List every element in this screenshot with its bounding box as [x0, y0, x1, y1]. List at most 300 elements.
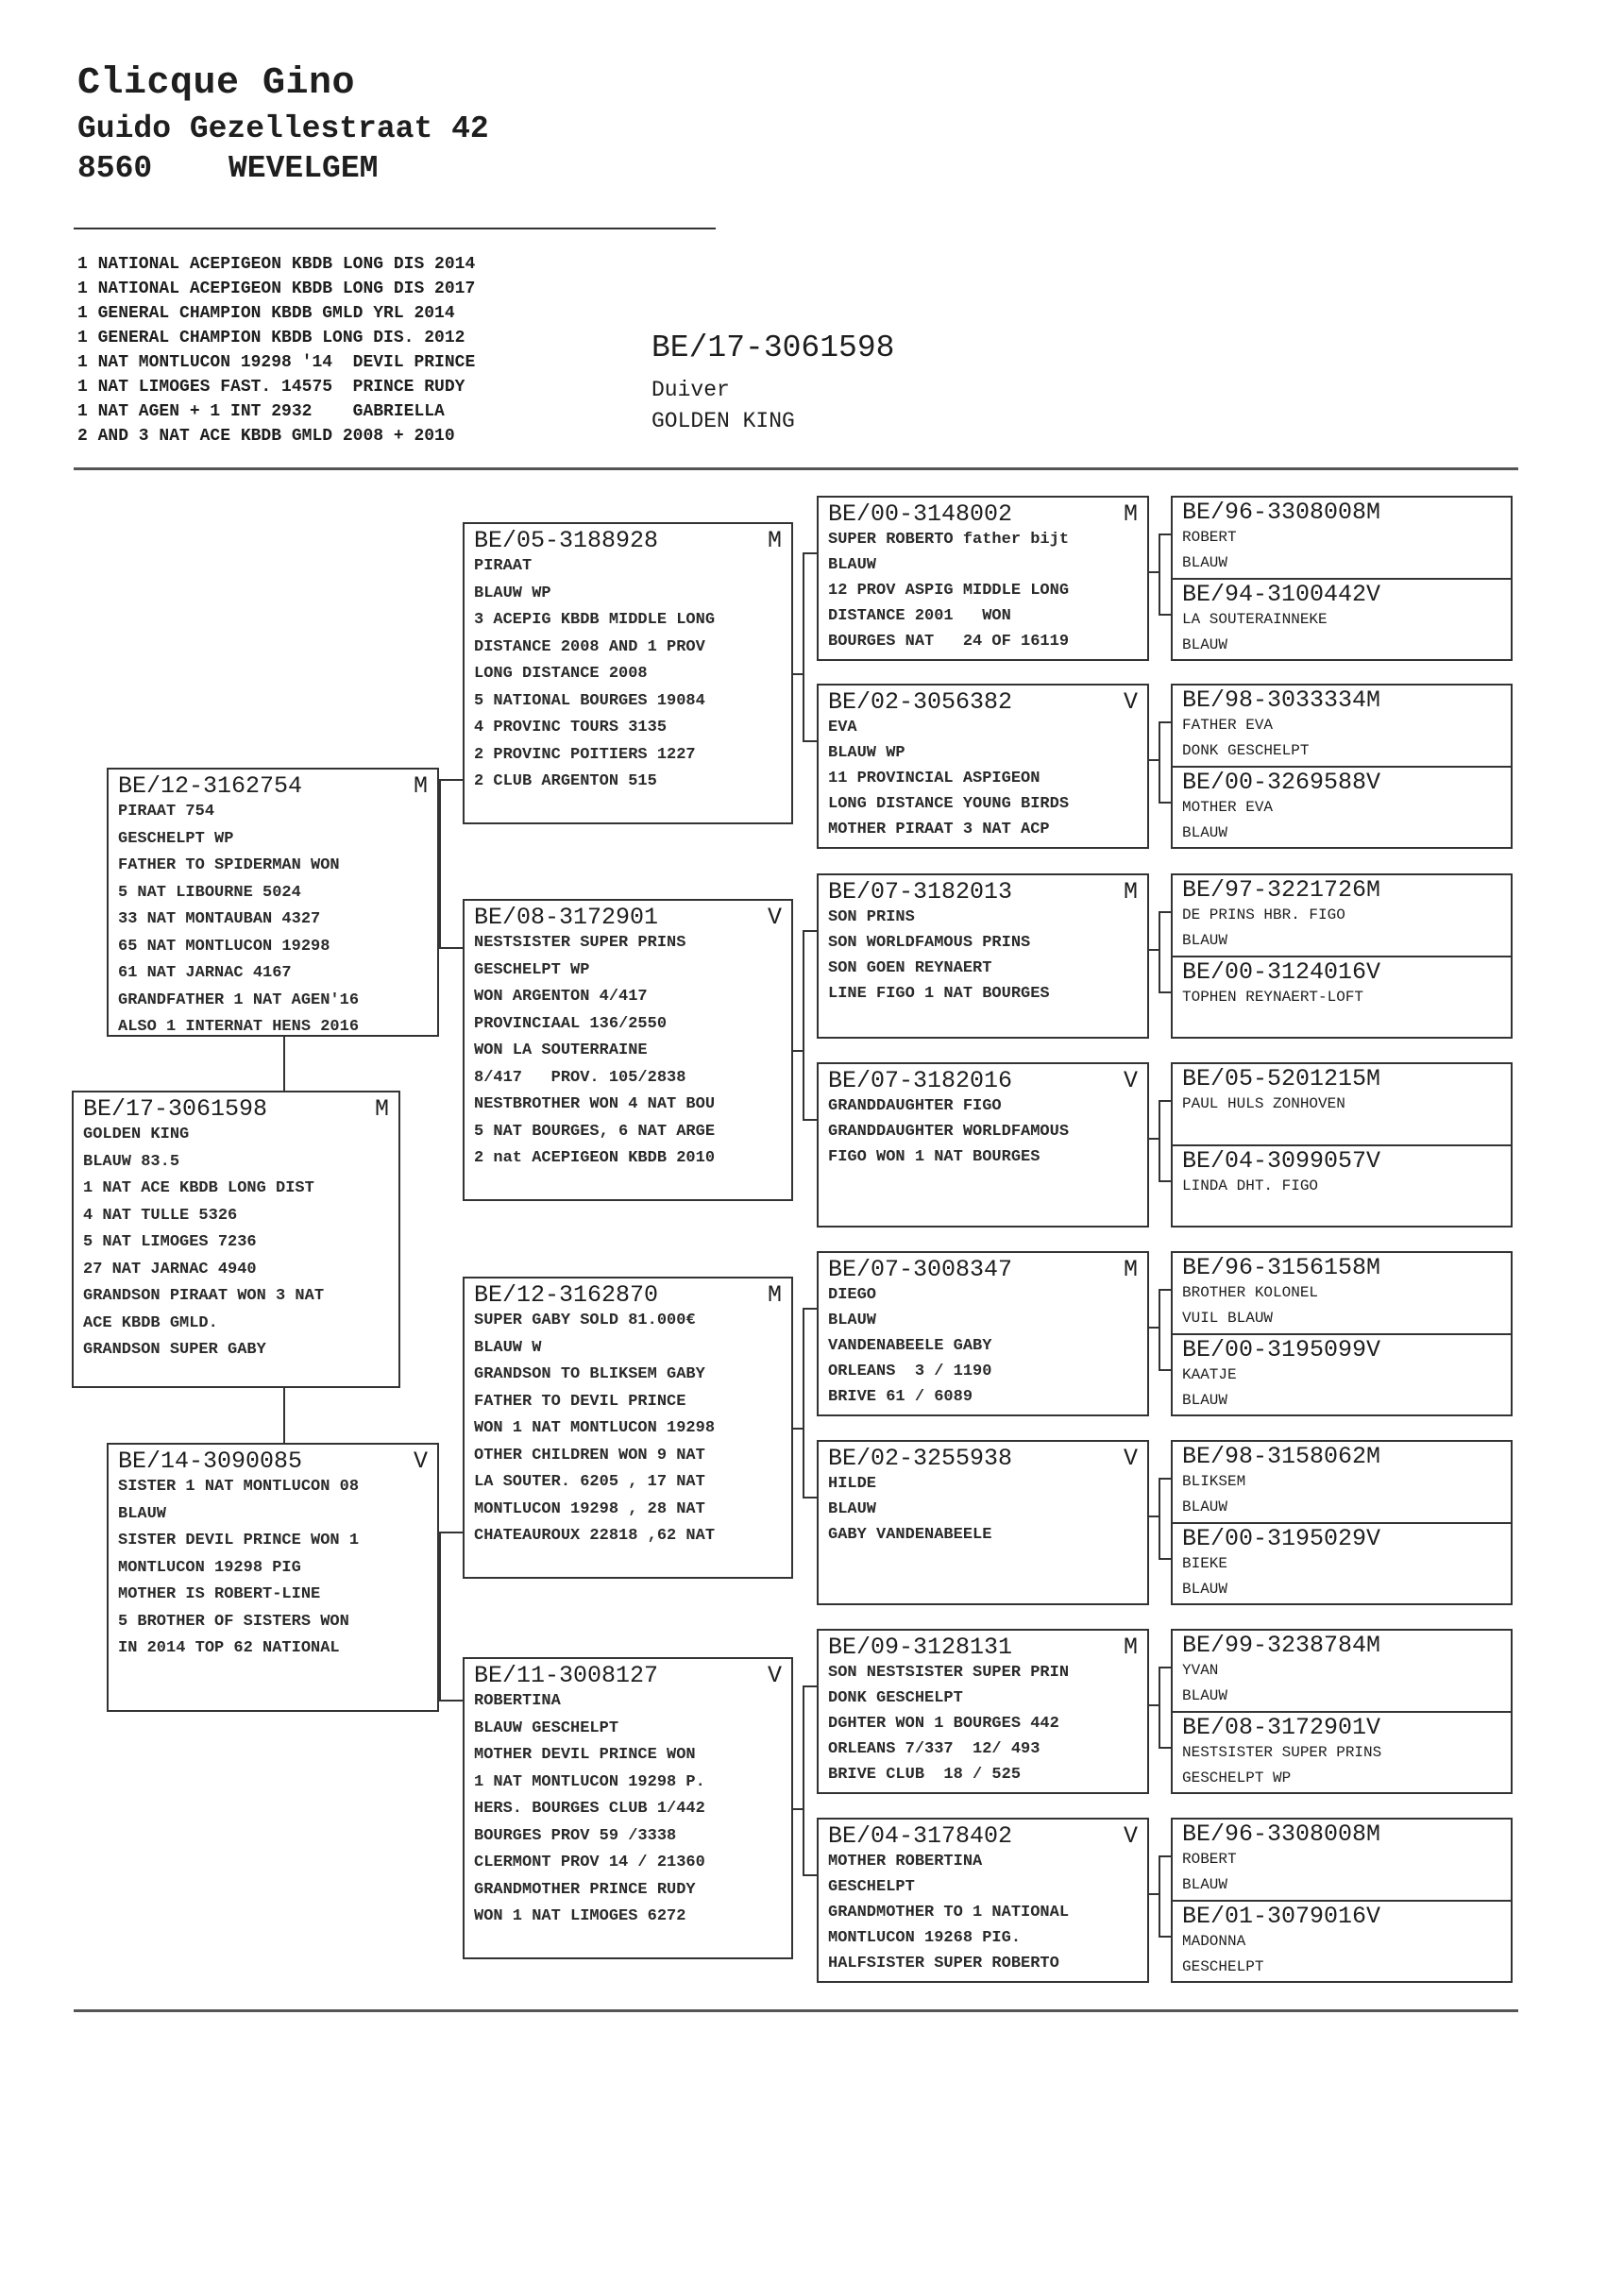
- sex-marker: M: [1366, 876, 1381, 904]
- sex-marker: M: [1123, 1256, 1138, 1283]
- info-line: CHATEAUROUX 22818 ,62 NAT: [474, 1527, 716, 1545]
- footer-divider: [74, 2009, 1518, 2012]
- connector-line: [1149, 571, 1159, 573]
- info-line: OTHER CHILDREN WON 9 NAT: [474, 1446, 705, 1465]
- ring-number: BE/05-5201215: [1182, 1065, 1367, 1092]
- ring-header: [474, 528, 782, 553]
- connector-line: [1159, 911, 1160, 992]
- connector-line: [1149, 759, 1159, 761]
- info-line: MOTHER EVA: [1182, 799, 1274, 816]
- pigeon-card-pair: [1171, 1251, 1513, 1416]
- connector-line: [1159, 533, 1171, 535]
- pigeon-card-dam: [107, 1443, 439, 1712]
- info-line: ROBERT: [1182, 529, 1237, 546]
- info-line: GESCHELPT: [828, 1878, 915, 1896]
- connector-line: [793, 1050, 803, 1052]
- pigeon-card-great-grandparent gg: [817, 1818, 1149, 1983]
- connector-line: [1149, 1138, 1159, 1140]
- pigeon-card-self: [72, 1091, 400, 1388]
- pigeon-card-great-great-grandparent: [1173, 1522, 1511, 1603]
- info-line: GRANDDAUGHTER WORLDFAMOUS: [828, 1123, 1070, 1141]
- ring-header: [828, 1634, 1138, 1660]
- connector-line: [803, 1308, 817, 1310]
- info-line: LONG DISTANCE 2008: [474, 665, 648, 683]
- sex-marker: M: [1366, 1820, 1381, 1848]
- connector-line: [1159, 1369, 1171, 1371]
- connector-line: [439, 1532, 441, 1702]
- info-line: 11 PROVINCIAL ASPIGEON: [828, 770, 1040, 787]
- info-line: 1 NAT MONTLUCON 19298 P.: [474, 1772, 705, 1791]
- ring-number: BE/09-3128131: [828, 1634, 1013, 1661]
- sex-marker: M: [1366, 1065, 1381, 1092]
- ring-number: BE/02-3255938: [828, 1445, 1013, 1472]
- info-line: DISTANCE 2008 AND 1 PROV: [474, 637, 705, 656]
- connector-line: [1159, 1936, 1171, 1938]
- info-line: GESCHELPT: [1182, 1958, 1264, 1975]
- connector-line: [1159, 911, 1171, 913]
- ring-header: [1182, 770, 1501, 795]
- ring-number: BE/97-3221726: [1182, 876, 1367, 904]
- sex-marker: M: [767, 1281, 782, 1309]
- info-line: MONTLUCON 19298 , 28 NAT: [474, 1499, 705, 1518]
- ring-number: BE/00-3195099: [1182, 1336, 1367, 1363]
- info-line: BLAUW W: [474, 1338, 542, 1357]
- info-line: MONTLUCON 19268 PIG.: [828, 1929, 1022, 1947]
- connector-line: [1149, 1893, 1159, 1895]
- ring-number: BE/98-3033334: [1182, 686, 1367, 714]
- info-line: BLAUW: [1182, 1581, 1228, 1598]
- info-line: 5 NAT LIMOGES 7236: [83, 1233, 257, 1251]
- connector-line: [1149, 1704, 1159, 1706]
- info-line: BLAUW: [118, 1504, 167, 1523]
- sex-marker: M: [1366, 686, 1381, 714]
- connector-line: [439, 779, 441, 949]
- info-line: DISTANCE 2001 WON: [828, 607, 1011, 625]
- pigeon-card-great-great-grandparent: [1173, 1253, 1511, 1333]
- ring-header: [1182, 1633, 1501, 1658]
- info-line: BLAUW: [1182, 932, 1228, 949]
- info-line: ACE KBDB GMLD.: [83, 1313, 218, 1332]
- connector-line: [1159, 1478, 1160, 1559]
- info-line: MOTHER IS ROBERT-LINE: [118, 1585, 321, 1603]
- info-line: GESCHELPT WP: [1182, 1769, 1292, 1786]
- info-line: 3 ACEPIG KBDB MIDDLE LONG: [474, 611, 716, 629]
- ring-number: BE/02-3056382: [828, 688, 1013, 716]
- award-item: 1 NAT MONTLUCON 19298 '14 DEVIL PRINCE: [77, 353, 476, 372]
- info-line: MOTHER DEVIL PRINCE WON: [474, 1746, 696, 1764]
- pigeon-card-pair: [1171, 1818, 1513, 1983]
- info-line: 61 NAT JARNAC 4167: [118, 964, 292, 982]
- info-line: BLAUW: [828, 1500, 877, 1518]
- info-line: 1 NAT ACE KBDB LONG DIST: [83, 1179, 314, 1197]
- ring-number: BE/08-3172901: [1182, 1714, 1367, 1741]
- connector-line: [283, 1037, 285, 1092]
- info-line: KAATJE: [1182, 1366, 1237, 1383]
- info-line: 2 CLUB ARGENTON 515: [474, 772, 657, 790]
- award-item: 1 NATIONAL ACEPIGEON KBDB LONG DIS 2014: [77, 255, 476, 274]
- ring-number: BE/11-3008127: [474, 1662, 659, 1689]
- info-line: VUIL BLAUW: [1182, 1310, 1274, 1327]
- connector-line: [1159, 1855, 1171, 1857]
- info-line: BIEKE: [1182, 1555, 1228, 1572]
- info-line: IN 2014 TOP 62 NATIONAL: [118, 1639, 340, 1657]
- info-line: 8/417 PROV. 105/2838: [474, 1068, 686, 1087]
- award-item: 2 AND 3 NAT ACE KBDB GMLD 2008 + 2010: [77, 427, 455, 446]
- info-line: ORLEANS 3 / 1190: [828, 1363, 992, 1380]
- connector-line: [1149, 1327, 1159, 1329]
- section-divider: [74, 467, 1518, 470]
- info-line: LINE FIGO 1 NAT BOURGES: [828, 985, 1050, 1003]
- pigeon-card-pair: [1171, 1062, 1513, 1228]
- info-line: ROBERTINA: [474, 1692, 561, 1710]
- info-line: FATHER TO DEVIL PRINCE: [474, 1392, 686, 1411]
- info-line: DGHTER WON 1 BOURGES 442: [828, 1715, 1059, 1733]
- ring-header: [1182, 1255, 1501, 1280]
- connector-line: [1159, 1478, 1171, 1480]
- pigeon-card-great-great-grandparent: [1173, 1442, 1511, 1522]
- ring-header: [474, 905, 782, 930]
- connector-line: [1159, 1558, 1171, 1560]
- pigeon-card-great-grandparent gg: [817, 496, 1149, 661]
- owner-city: WEVELGEM: [228, 151, 379, 186]
- ring-header: [828, 879, 1138, 905]
- ring-header: [1182, 1821, 1501, 1847]
- sex-marker: M: [1366, 1632, 1381, 1659]
- info-line: WON 1 NAT LIMOGES 6272: [474, 1907, 686, 1925]
- info-line: 4 PROVINC TOURS 3135: [474, 719, 668, 737]
- pigeon-card-grandparent: [463, 1277, 793, 1579]
- info-line: BRIVE 61 / 6089: [828, 1388, 973, 1406]
- info-line: GRANDSON TO BLIKSEM GABY: [474, 1365, 705, 1383]
- ring-header: [1182, 877, 1501, 903]
- info-line: BLAUW: [1182, 1876, 1228, 1893]
- subject-name: GOLDEN KING: [651, 409, 795, 433]
- connector-line: [803, 1119, 817, 1121]
- info-line: MADONNA: [1182, 1933, 1246, 1950]
- info-line: BLAUW: [1182, 636, 1228, 653]
- info-line: CLERMONT PROV 14 / 21360: [474, 1854, 705, 1871]
- pigeon-card-great-great-grandparent: [1173, 1820, 1511, 1900]
- info-line: EVA: [828, 719, 857, 737]
- ring-number: BE/08-3172901: [474, 904, 659, 931]
- info-line: 5 BROTHER OF SISTERS WON: [118, 1612, 349, 1631]
- sex-marker: V: [1123, 1445, 1138, 1472]
- ring-number: BE/12-3162754: [118, 772, 303, 800]
- info-line: 2 nat ACEPIGEON KBDB 2010: [474, 1149, 716, 1167]
- ring-number: BE/00-3269588: [1182, 769, 1367, 796]
- award-item: 1 NAT LIMOGES FAST. 14575 PRINCE RUDY: [77, 378, 465, 397]
- info-line: SON WORLDFAMOUS PRINS: [828, 934, 1031, 952]
- info-line: GESCHELPT WP: [474, 960, 590, 979]
- connector-line: [1159, 721, 1160, 803]
- owner-address-city: [77, 151, 378, 186]
- info-line: GRANDMOTHER TO 1 NATIONAL: [828, 1904, 1070, 1922]
- info-line: FIGO WON 1 NAT BOURGES: [828, 1148, 1040, 1166]
- ring-header: [828, 1446, 1138, 1471]
- ring-header: [828, 1257, 1138, 1282]
- ring-header: [1182, 1066, 1501, 1092]
- ring-number: BE/01-3079016: [1182, 1903, 1367, 1930]
- info-line: GRANDSON PIRAAT WON 3 NAT: [83, 1287, 325, 1305]
- info-line: GOLDEN KING: [83, 1126, 190, 1143]
- owner-name: Clicque Gino: [77, 62, 356, 105]
- sex-marker: M: [1366, 1254, 1381, 1281]
- info-line: YVAN: [1182, 1662, 1219, 1679]
- info-line: 5 NAT LIBOURNE 5024: [118, 883, 301, 902]
- info-line: SON GOEN REYNAERT: [828, 959, 992, 977]
- ring-header: [1182, 959, 1501, 985]
- ring-header: [1182, 582, 1501, 607]
- info-line: 5 NAT BOURGES, 6 NAT ARGE: [474, 1122, 716, 1141]
- info-line: FATHER EVA: [1182, 717, 1274, 734]
- award-item: 1 GENERAL CHAMPION KBDB GMLD YRL 2014: [77, 304, 455, 323]
- sex-marker: V: [767, 904, 782, 931]
- ring-header: [828, 689, 1138, 715]
- info-line: BLAUW WP: [474, 584, 551, 602]
- connector-line: [1159, 1180, 1171, 1182]
- sex-marker: M: [374, 1095, 389, 1123]
- sex-marker: V: [413, 1448, 428, 1475]
- info-line: PAUL HULS ZONHOVEN: [1182, 1095, 1345, 1112]
- info-line: GRANDFATHER 1 NAT AGEN'16: [118, 991, 360, 1009]
- connector-line: [803, 740, 817, 742]
- ring-header: [1182, 1715, 1501, 1740]
- ring-number: BE/00-3124016: [1182, 958, 1367, 986]
- info-line: BOURGES NAT 24 OF 16119: [828, 633, 1070, 651]
- owner-street: Guido Gezellestraat 42: [77, 111, 489, 146]
- info-line: BLAUW: [1182, 824, 1228, 841]
- ring-number: BE/96-3156158: [1182, 1254, 1367, 1281]
- connector-line: [1159, 1667, 1160, 1748]
- sex-marker: V: [1366, 958, 1381, 986]
- connector-line: [1159, 614, 1171, 616]
- pigeon-card-great-great-grandparent: [1173, 498, 1511, 578]
- sex-marker: M: [413, 772, 428, 800]
- info-line: SISTER DEVIL PRINCE WON 1: [118, 1532, 360, 1549]
- ring-number: BE/17-3061598: [83, 1095, 268, 1123]
- connector-line: [439, 1700, 463, 1702]
- info-line: BLAUW: [828, 556, 877, 574]
- sex-marker: V: [767, 1662, 782, 1689]
- info-line: NESTSISTER SUPER PRINS: [474, 934, 686, 952]
- ring-number: BE/12-3162870: [474, 1281, 659, 1309]
- info-line: SUPER GABY SOLD 81.000€: [474, 1312, 696, 1329]
- sex-marker: M: [1123, 500, 1138, 528]
- connector-line: [1159, 1100, 1160, 1181]
- pigeon-card-grandparent: [463, 522, 793, 824]
- info-line: GABY VANDENABEELE: [828, 1526, 992, 1544]
- connector-line: [1159, 533, 1160, 615]
- sex-marker: M: [767, 527, 782, 554]
- info-line: 33 NAT MONTAUBAN 4327: [118, 910, 321, 928]
- info-line: FATHER TO SPIDERMAN WON: [118, 856, 340, 874]
- connector-line: [803, 1874, 817, 1876]
- info-line: BLAUW: [1182, 1687, 1228, 1704]
- connector-line: [1149, 1515, 1159, 1517]
- sex-marker: M: [1366, 499, 1381, 526]
- ring-header: [1182, 1337, 1501, 1363]
- connector-line: [1159, 991, 1171, 993]
- info-line: LINDA DHT. FIGO: [1182, 1177, 1319, 1194]
- ring-number: BE/99-3238784: [1182, 1632, 1367, 1659]
- info-line: BLAUW 83.5: [83, 1152, 180, 1171]
- info-line: SUPER ROBERTO father bijt: [828, 531, 1070, 549]
- info-line: BLAUW: [1182, 1499, 1228, 1515]
- connector-line: [439, 947, 463, 949]
- ring-number: BE/98-3158062: [1182, 1443, 1367, 1470]
- pigeon-card-pair: [1171, 1440, 1513, 1605]
- ring-header: [1182, 1444, 1501, 1469]
- info-line: ROBERT: [1182, 1851, 1237, 1868]
- info-line: VANDENABEELE GABY: [828, 1337, 992, 1355]
- connector-line: [1159, 1747, 1171, 1749]
- info-line: SISTER 1 NAT MONTLUCON 08: [118, 1478, 360, 1496]
- info-line: 27 NAT JARNAC 4940: [83, 1260, 257, 1278]
- connector-line: [803, 1308, 804, 1499]
- ring-number: BE/00-3195029: [1182, 1525, 1367, 1552]
- info-line: BLAUW GESCHELPT: [474, 1719, 619, 1737]
- info-line: MONTLUCON 19298 PIG: [118, 1558, 301, 1577]
- sex-marker: M: [1123, 1634, 1138, 1661]
- info-line: WON 1 NAT MONTLUCON 19298: [474, 1419, 716, 1437]
- connector-line: [1159, 802, 1171, 804]
- connector-line: [803, 1497, 817, 1499]
- connector-line: [1159, 721, 1171, 723]
- ring-number: BE/07-3182013: [828, 878, 1013, 906]
- info-line: BOURGES PROV 59 /3338: [474, 1826, 677, 1845]
- info-line: LONG DISTANCE YOUNG BIRDS: [828, 795, 1070, 813]
- ring-header: [474, 1663, 782, 1688]
- pigeon-card-grandparent: [463, 899, 793, 1201]
- info-line: DONK GESCHELPT: [828, 1689, 963, 1707]
- connector-line: [803, 552, 804, 742]
- ring-header: [828, 501, 1138, 527]
- info-line: ALSO 1 INTERNAT HENS 2016: [118, 1018, 360, 1036]
- pigeon-card-great-great-grandparent: [1173, 686, 1511, 766]
- ring-header: [1182, 500, 1501, 525]
- pigeon-card-pair: [1171, 1629, 1513, 1794]
- info-line: GRANDSON SUPER GABY: [83, 1341, 266, 1359]
- sex-marker: V: [1366, 1903, 1381, 1930]
- connector-line: [439, 1532, 463, 1533]
- connector-line: [803, 1685, 817, 1687]
- connector-line: [1159, 1289, 1160, 1370]
- info-line: BLAUW: [1182, 554, 1228, 571]
- pigeon-card-grandparent: [463, 1657, 793, 1959]
- info-line: NESTSISTER SUPER PRINS: [1182, 1744, 1382, 1761]
- ring-header: [1182, 687, 1501, 713]
- pigeon-card-great-great-grandparent: [1173, 1064, 1511, 1144]
- connector-line: [803, 930, 804, 1121]
- award-item: 1 NATIONAL ACEPIGEON KBDB LONG DIS 2017: [77, 279, 476, 298]
- pigeon-card-great-great-grandparent: [1173, 1144, 1511, 1226]
- connector-line: [439, 779, 463, 781]
- connector-line: [803, 552, 817, 554]
- pigeon-card-great-great-grandparent: [1173, 1900, 1511, 1981]
- sex-marker: M: [1123, 878, 1138, 906]
- info-line: PROVINCIAAL 136/2550: [474, 1014, 668, 1033]
- ring-header: [118, 1448, 428, 1474]
- ring-number: BE/05-3188928: [474, 527, 659, 554]
- ring-number: BE/04-3099057: [1182, 1147, 1367, 1175]
- pigeon-card-great-grandparent gg: [817, 1629, 1149, 1794]
- pigeon-card-great-great-grandparent: [1173, 956, 1511, 1037]
- award-item: 1 GENERAL CHAMPION KBDB LONG DIS. 2012: [77, 329, 465, 347]
- ring-number: BE/07-3008347: [828, 1256, 1013, 1283]
- connector-line: [1149, 949, 1159, 951]
- info-line: 5 NATIONAL BOURGES 19084: [474, 691, 705, 710]
- pigeon-card-great-great-grandparent: [1173, 875, 1511, 956]
- subject-type: Duiver: [651, 378, 730, 402]
- connector-line: [283, 1388, 285, 1443]
- ring-number: BE/96-3308008: [1182, 1820, 1367, 1848]
- connector-line: [793, 673, 803, 675]
- ring-header: [83, 1096, 389, 1122]
- ring-header: [1182, 1148, 1501, 1174]
- awards-list: [77, 252, 475, 449]
- info-line: GRANDDAUGHTER FIGO: [828, 1097, 1002, 1115]
- pigeon-card-great-grandparent gg: [817, 1251, 1149, 1416]
- pigeon-card-great-grandparent gg: [817, 873, 1149, 1039]
- sex-marker: V: [1366, 1147, 1381, 1175]
- connector-line: [1159, 1100, 1171, 1102]
- info-line: BLAUW WP: [828, 744, 905, 762]
- pigeon-card-great-great-grandparent: [1173, 1711, 1511, 1792]
- owner-zip: 8560: [77, 151, 153, 186]
- ring-number: BE/14-3090085: [118, 1448, 303, 1475]
- info-line: TOPHEN REYNAERT-LOFT: [1182, 989, 1364, 1006]
- info-line: MOTHER ROBERTINA: [828, 1853, 983, 1871]
- info-line: HERS. BOURGES CLUB 1/442: [474, 1800, 705, 1818]
- award-item: 1 NAT AGEN + 1 INT 2932 GABRIELLA: [77, 402, 445, 421]
- connector-line: [803, 1685, 804, 1876]
- info-line: SON NESTSISTER SUPER PRIN: [828, 1664, 1070, 1682]
- pigeon-card-pair: [1171, 873, 1513, 1039]
- ring-header: [474, 1282, 782, 1308]
- pigeon-card-pair: [1171, 496, 1513, 661]
- info-line: WON ARGENTON 4/417: [474, 988, 648, 1006]
- connector-line: [793, 1808, 803, 1810]
- sex-marker: V: [1366, 1336, 1381, 1363]
- info-line: MOTHER PIRAAT 3 NAT ACP: [828, 821, 1050, 838]
- info-line: BLAUW: [1182, 1392, 1228, 1409]
- connector-line: [1159, 1667, 1171, 1668]
- info-line: LA SOUTERAINNEKE: [1182, 611, 1328, 628]
- info-line: BROTHER KOLONEL: [1182, 1284, 1319, 1301]
- pigeon-card-great-grandparent gg: [817, 684, 1149, 849]
- subject-ring-number: BE/17-3061598: [651, 330, 895, 365]
- pigeon-card-pair: [1171, 684, 1513, 849]
- pigeon-card-great-grandparent gg: [817, 1062, 1149, 1228]
- info-line: SON PRINS: [828, 908, 915, 926]
- info-line: LA SOUTER. 6205 , 17 NAT: [474, 1473, 705, 1491]
- ring-header: [118, 773, 428, 799]
- info-line: BLIKSEM: [1182, 1473, 1246, 1490]
- info-line: GRANDMOTHER PRINCE RUDY: [474, 1880, 696, 1899]
- info-line: DONK GESCHELPT: [1182, 742, 1310, 759]
- ring-number: BE/94-3100442: [1182, 581, 1367, 608]
- sex-marker: V: [1366, 581, 1381, 608]
- info-line: HALFSISTER SUPER ROBERTO: [828, 1955, 1059, 1973]
- pigeon-card-great-great-grandparent: [1173, 578, 1511, 659]
- info-line: PIRAAT: [474, 557, 533, 575]
- info-line: NESTBROTHER WON 4 NAT BOU: [474, 1095, 716, 1113]
- ring-number: BE/07-3182016: [828, 1067, 1013, 1094]
- sex-marker: V: [1366, 1525, 1381, 1552]
- pigeon-card-great-great-grandparent: [1173, 1333, 1511, 1414]
- ring-header: [828, 1068, 1138, 1093]
- pigeon-card-great-grandparent gg: [817, 1440, 1149, 1605]
